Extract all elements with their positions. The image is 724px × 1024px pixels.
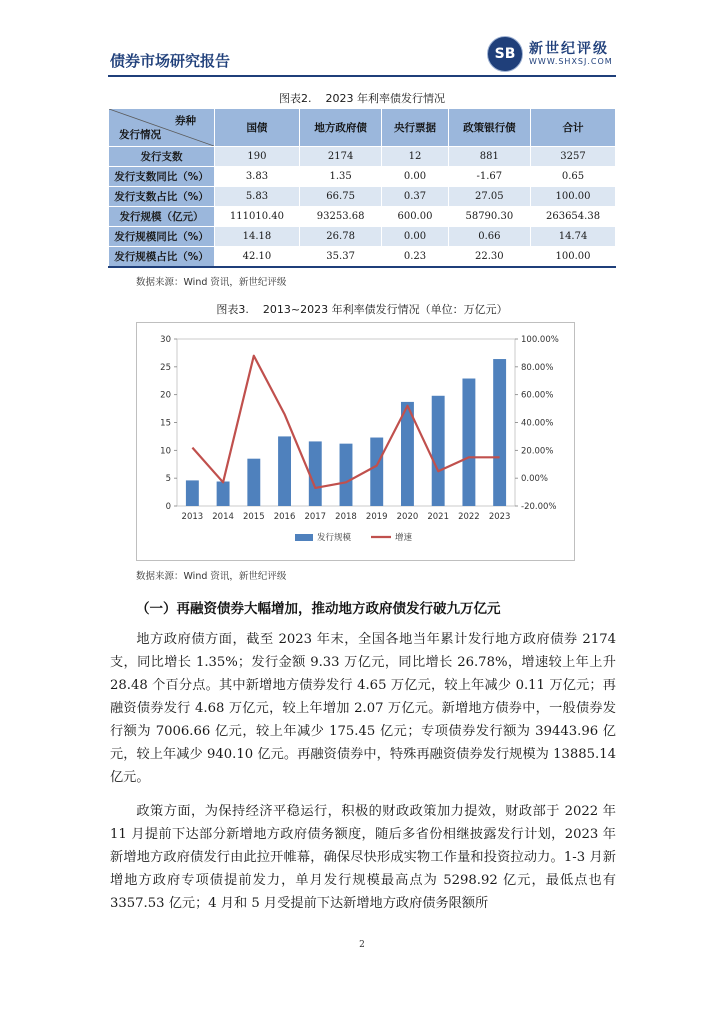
table-row <box>109 187 616 207</box>
paragraph: 地方政府债方面，截至 2023 年末，全国各地当年累计发行地方政府债券 2174 支，同比增长 1.35%；发行金额 9.33 万亿元，同比增长 26.78%，增速较上年上升 28.48 个百分点。其中新增地方债券发行 4.65 万亿元，较上年减少 0.11 万亿元；再融资债券发行 4.68 万亿元，较上年增加 2.07 万亿元。新增地方债券中，一般债券发行额为 7006.66 亿元，较上年减少 175.45 亿元；专项债券发行额为 39443.96 亿元，较上年减少 940.10 亿元。再融资债券中，特殊再融资债券发行规模为 13885.14 亿元。 <box>110 632 616 785</box>
table-cell: 14.74 <box>531 227 616 247</box>
table-cell: 27.05 <box>448 187 530 207</box>
row-header: 发行规模占比（%） <box>109 247 215 268</box>
chart-container <box>136 322 575 561</box>
right-tick-label: 40.00% <box>521 418 554 429</box>
table-cell: 600.00 <box>382 207 448 227</box>
table-cell: 0.23 <box>382 247 448 268</box>
table-caption-text: 2023 年利率债发行情况 <box>325 92 445 105</box>
table-cell: 12 <box>382 147 448 167</box>
left-tick-label: 10 <box>160 446 171 457</box>
logo-name: 新世纪评级 <box>529 41 609 57</box>
x-tick-label: 2022 <box>458 512 480 522</box>
table-cell: 3257 <box>531 147 616 167</box>
section-heading: （一）再融资债券大幅增加，推动地方政府债发行破九万亿元 <box>136 601 501 617</box>
table-corner-cell <box>109 109 215 147</box>
table-cell: 100.00 <box>531 187 616 207</box>
table-cell: 93253.68 <box>299 207 381 227</box>
bar-2015 <box>247 459 260 506</box>
chart-caption-num: 图表3. <box>216 303 249 316</box>
paragraph: 政策方面，为保持经济平稳运行，积极的财政政策加力提效，财政部于 2022 年 11 月提前下达部分新增地方政府债务额度，随后多省份相继披露发行计划，2023 年新增地方政府债发行由此拉开帷幕，确保尽快形成实物工作量和投资拉动力。1-3 月新增地方政府专项债提前发力，单月发行规模最高点为 5298.92 亿元，最低点也有 3357.53 亿元；4 月和 5 月受提前下达新增地方政府债务限额所 <box>110 804 616 911</box>
issuance-table <box>108 108 616 268</box>
x-tick-label: 2021 <box>427 512 450 522</box>
row-header: 发行支数同比（%） <box>109 167 215 187</box>
right-tick-label: 20.00% <box>521 446 554 457</box>
table-source-note: 数据来源：Wind 资讯，新世纪评级 <box>136 277 287 288</box>
table-cell: 111010.40 <box>215 207 300 227</box>
legend-label-bar: 发行规模 <box>317 533 352 543</box>
bar-2013 <box>186 480 199 506</box>
column-header: 地方政府债 <box>299 109 381 147</box>
table-cell: 14.18 <box>215 227 300 247</box>
left-tick-label: 5 <box>165 474 171 485</box>
table-cell: 22.30 <box>448 247 530 268</box>
right-tick-label: 60.00% <box>521 390 554 401</box>
right-tick-label: -20.00% <box>521 502 557 512</box>
table-cell: 0.66 <box>448 227 530 247</box>
table-caption-num: 图表2. <box>279 92 312 105</box>
corner-bottom-label: 发行情况 <box>119 129 161 141</box>
bar-series <box>186 359 506 506</box>
table-cell: 0.00 <box>382 167 448 187</box>
left-tick-label: 15 <box>160 418 171 429</box>
table-row <box>109 247 616 268</box>
bar-2014 <box>217 482 230 506</box>
table-cell: 1.35 <box>299 167 381 187</box>
table-cell: 0.37 <box>382 187 448 207</box>
x-tick-label: 2016 <box>273 512 296 522</box>
table-cell: 66.75 <box>299 187 381 207</box>
x-tick-label: 2017 <box>304 512 327 522</box>
left-tick-label: 20 <box>160 390 171 401</box>
table-cell: 2174 <box>299 147 381 167</box>
legend-label-line: 增速 <box>395 533 413 543</box>
issuance-chart <box>137 323 574 560</box>
table-cell: 0.65 <box>531 167 616 187</box>
header-divider <box>108 75 616 77</box>
bar-2022 <box>462 379 475 506</box>
column-header: 央行票据 <box>382 109 448 147</box>
x-tick-label: 2023 <box>488 512 511 522</box>
column-header: 国债 <box>215 109 300 147</box>
table-row <box>109 207 616 227</box>
bar-2018 <box>340 444 353 506</box>
chart-legend <box>295 532 413 543</box>
table-cell: 263654.38 <box>531 207 616 227</box>
table-row <box>109 167 616 187</box>
page-number: 2 <box>359 940 365 950</box>
corner-top-label: 券种 <box>175 115 196 127</box>
table-cell: 5.83 <box>215 187 300 207</box>
row-header: 发行规模同比（%） <box>109 227 215 247</box>
chart-caption <box>0 301 724 317</box>
bar-2019 <box>370 438 383 506</box>
table-cell: 58790.30 <box>448 207 530 227</box>
table-caption <box>0 90 724 106</box>
table-cell: 0.00 <box>382 227 448 247</box>
bar-2017 <box>309 441 322 506</box>
report-title: 债券市场研究报告 <box>110 52 231 70</box>
logo-mark-icon: SB <box>487 36 523 72</box>
right-tick-label: 80.00% <box>521 362 554 373</box>
right-tick-label: 100.00% <box>521 335 559 345</box>
table-cell: 42.10 <box>215 247 300 268</box>
table-cell: 35.37 <box>299 247 381 268</box>
column-header: 政策银行债 <box>448 109 530 147</box>
table-row <box>109 147 616 167</box>
company-logo <box>487 36 617 72</box>
table-cell: 881 <box>448 147 530 167</box>
row-header: 发行支数占比（%） <box>109 187 215 207</box>
logo-url: WWW.SHXSJ.COM <box>529 57 613 66</box>
table-cell: 190 <box>215 147 300 167</box>
row-header: 发行规模（亿元） <box>109 207 215 227</box>
x-tick-label: 2020 <box>396 512 419 522</box>
table-row <box>109 227 616 247</box>
table-cell: 26.78 <box>299 227 381 247</box>
left-tick-label: 0 <box>165 502 171 512</box>
legend-swatch-bar <box>295 534 313 541</box>
bar-2021 <box>432 396 445 506</box>
x-tick-label: 2015 <box>242 512 265 522</box>
chart-caption-text: 2013~2023 年利率债发行情况（单位：万亿元） <box>262 303 508 316</box>
bar-2023 <box>493 359 506 506</box>
left-tick-label: 25 <box>160 362 171 373</box>
table-cell: -1.67 <box>448 167 530 187</box>
right-tick-label: 0.00% <box>521 474 549 485</box>
x-tick-label: 2014 <box>212 512 234 522</box>
x-tick-label: 2019 <box>365 512 388 522</box>
bar-2016 <box>278 436 291 506</box>
x-tick-label: 2018 <box>335 512 357 522</box>
table-cell: 100.00 <box>531 247 616 268</box>
x-tick-label: 2013 <box>181 512 204 522</box>
left-tick-label: 30 <box>160 335 171 345</box>
table-cell: 3.83 <box>215 167 300 187</box>
column-header: 合计 <box>531 109 616 147</box>
table-header-row <box>109 109 616 147</box>
row-header: 发行支数 <box>109 147 215 167</box>
chart-source-note: 数据来源：Wind 资讯，新世纪评级 <box>136 571 287 582</box>
